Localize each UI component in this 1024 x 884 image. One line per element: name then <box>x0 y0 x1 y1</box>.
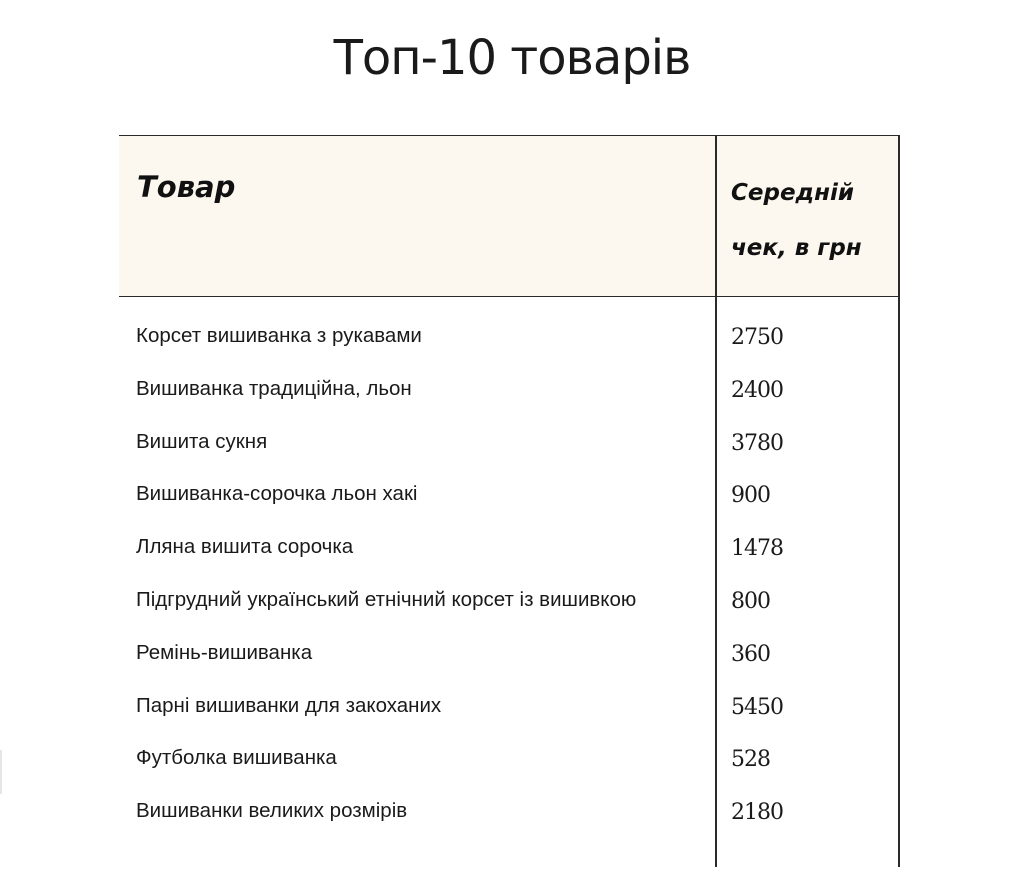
header-product: Товар <box>137 170 236 204</box>
product-name: Вишиванки великих розмірів <box>136 799 408 823</box>
product-name: Вишиванка-сорочка льон хакі <box>136 482 418 506</box>
avg-check-value: 2750 <box>731 325 783 350</box>
top-products-table <box>119 135 900 867</box>
table-row <box>119 535 900 588</box>
table-row <box>119 641 900 694</box>
avg-check-value: 900 <box>731 483 770 509</box>
avg-check-value: 5450 <box>731 694 783 720</box>
header-avg-check <box>731 166 891 276</box>
table-row <box>119 694 900 747</box>
avg-check-value: 3780 <box>731 430 783 456</box>
header-avg-check-line2: чек, в грн <box>731 235 862 261</box>
page-edge-artifact <box>0 750 2 794</box>
table-row <box>119 746 900 799</box>
table-row <box>119 377 900 430</box>
product-name: Вишиванка традиційна, льон <box>136 376 412 400</box>
avg-check-value: 800 <box>731 588 770 614</box>
page-title: Топ-10 товарів <box>333 30 691 86</box>
table-body <box>119 324 900 852</box>
table-row <box>119 430 900 483</box>
product-name: Ремінь-вишиванка <box>136 640 313 664</box>
product-name: Футболка вишиванка <box>136 746 337 770</box>
product-name: Вишита сукня <box>136 429 268 453</box>
table-row <box>119 324 900 377</box>
product-name: Парні вишиванки для закоханих <box>136 693 442 717</box>
avg-check-value: 1478 <box>731 536 783 562</box>
product-name: Корсет вишиванка з рукавами <box>136 324 422 347</box>
product-name: Лляна вишита сорочка <box>136 535 354 559</box>
avg-check-value: 2400 <box>731 377 783 403</box>
table-header <box>119 135 900 297</box>
avg-check-value: 528 <box>731 747 770 773</box>
table-row <box>119 482 900 535</box>
header-avg-check-line1: Середній <box>731 180 855 206</box>
product-name: Підгрудний український етнічний корсет із вишивкою <box>136 587 637 611</box>
avg-check-value: 360 <box>731 641 770 667</box>
avg-check-value: 2180 <box>731 800 783 826</box>
table-row <box>119 799 900 852</box>
table-row <box>119 588 900 641</box>
